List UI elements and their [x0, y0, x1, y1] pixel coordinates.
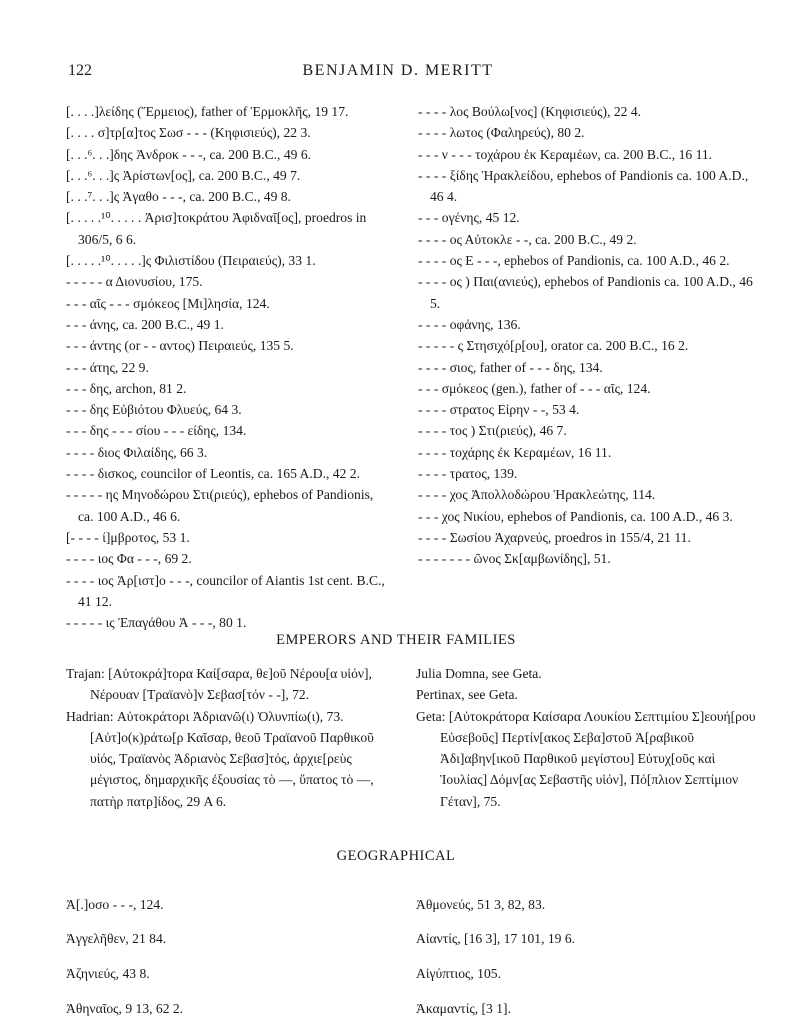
index-entry: - - - δης, archon, 81 2. [66, 380, 187, 396]
geographical-entry: Αἰγύπτιος, 105. [416, 966, 501, 982]
index-entry: - - - - οφάνης, 136. [418, 316, 521, 332]
index-entry: [. . .⁷. . .]ς Ἀγαθο - - -, ca. 200 B.C., 49 8. [66, 189, 291, 205]
geographical-right-column [416, 880, 756, 1033]
index-entry: [. . . . σ]τρ[α]τος Σωσ - - - (Κηφισιεύς), 22 3. [66, 125, 311, 141]
geographical-entry: Ἀγγελῆθεν, 21 84. [66, 931, 167, 947]
index-entry: - - - - ξίδης Ἡρακλείδου, ephebos of Pandionis ca. 100 A.D., 46 4. [418, 167, 749, 205]
index-entry: - - - - ος Ε - - -, ephebos of Pandionis, ca. 100 A.D., 46 2. [418, 253, 730, 269]
index-entry: - - - - - ις Ἐπαγάθου Ἀ - - -, 80 1. [66, 615, 247, 631]
index-entry: - - - - λωτος (Φαληρεύς), 80 2. [418, 125, 585, 141]
index-entry: - - - - χος Ἀπολλοδώρου Ἡρακλεώτης, 114. [418, 487, 656, 503]
index-entry: - - - - στρατος Εἰρην - -, 53 4. [418, 402, 580, 418]
emperor-entry: Hadrian: Αὐτοκράτορι Ἀδριανῶ(ι) Ὀλυνπίω(ι), 73. [Αὐτ]ο(κ)ράτω[ρ Καῖσαρ, θεοῦ Τραϊανοῦ Παρθικοῦ υἱός, Τραϊανὸς Ἀδριανὸς Σεβασ]τός, ἀρχιε[ρεὺς μέγιστος, δημαρχικῆς ἐξουσίας τὸ —, ὕπατος τὸ —, πατὴρ πατρ]ίδος, 29 A 6. [66, 708, 374, 809]
geographical-entry: Ἀθμονεύς, 51 3, 82, 83. [416, 896, 546, 912]
page-header [68, 62, 728, 84]
index-entry: - - - - - α Διονυσίου, 175. [66, 274, 203, 290]
index-entry: [. . . . .¹⁰. . . . .]ς Φιλιστίδου (Πειραιεύς), 33 1. [66, 253, 316, 269]
index-left-column [66, 101, 386, 633]
geographical-entry: Αἰαντίς, [16 3], 17 101, 19 6. [416, 931, 576, 947]
index-entry: [. . . .]λείδης (Ἕρμειος), father of Ἑρμοκλῆς, 19 17. [66, 104, 349, 119]
index-entry: - - - - ος Αὐτοκλε - -, ca. 200 B.C., 49 2. [418, 231, 637, 247]
index-entry: - - - - διος Φιλαίδης, 66 3. [66, 444, 208, 460]
index-entry: - - - - - ης Μηνοδώρου Στι(ριεύς), ephebos of Pandionis, ca. 100 A.D., 46 6. [66, 487, 374, 524]
index-entry: - - - - δισκος, councilor of Leontis, ca. 165 A.D., 42 2. [66, 466, 360, 482]
geographical-entry: Ἀ[.]οσο - - -, 124. [66, 896, 164, 912]
index-entry: - - - - - - - ῶνος Σκ[αμβωνίδης], 51. [418, 551, 611, 567]
emperors-heading: EMPERORS AND THEIR FAMILIES [276, 632, 516, 648]
geographical-heading: GEOGRAPHICAL [336, 848, 456, 864]
index-entry: - - - - Σωσίου Ἀχαρνεύς, proedros in 155/4, 21 11. [418, 529, 691, 545]
emperor-entry: Pertinax, see Geta. [416, 687, 518, 703]
index-entry: - - - ογένης, 45 12. [418, 210, 520, 226]
index-entry: - - - αῖς - - - σμόκεος [Μι]λησία, 124. [66, 295, 270, 311]
index-entry: - - - ν - - - τοχάρου ἐκ Κεραμέων, ca. 200 B.C., 16 11. [418, 146, 713, 162]
index-entry: - - - χος Νικίου, ephebos of Pandionis, ca. 100 A.D., 46 3. [418, 508, 733, 524]
index-right-column [418, 101, 756, 570]
index-entry: - - - - τοχάρης ἐκ Κεραμέων, 16 11. [418, 444, 612, 460]
index-entry: [. . .⁶. . .]ς Ἀρίστων[ος], ca. 200 B.C., 49 7. [66, 167, 301, 183]
index-entry: - - - - λος Βούλω[νος] (Κηφισιεύς), 22 4. [418, 104, 642, 119]
index-entry: - - - άτης, 22 9. [66, 359, 149, 375]
index-entry: - - - - ος ) Παι(ανιεύς), ephebos of Pandionis ca. 100 A.D., 46 5. [418, 274, 753, 311]
emperor-entry: Trajan: [Αὐτοκρά]τορα Καί[σαρα, θε]οῦ Νέρου[α υἱόν], Νέρουαν [Τραϊανὸ]ν Σεβασ[τόν - -], 72. [66, 666, 372, 703]
index-entry: [- - - - ί]μβροτος, 53 1. [66, 529, 190, 545]
index-entry: - - - - ιος Φα - - -, 69 2. [66, 551, 192, 567]
geographical-entry: Ἀθηναῖος, 9 13, 62 2. [66, 1001, 184, 1017]
index-entry: - - - σμόκεος (gen.), father of - - - αῖς, 124. [418, 380, 651, 396]
index-entry: - - - - τρατος, 139. [418, 466, 518, 482]
index-entry: [. . . . .¹⁰. . . . . Ἀρισ]τοκράτου Ἀφιδναῖ[ος], proedros in 306/5, 6 6. [66, 210, 367, 247]
index-entry: - - - δης - - - σίου - - - είδης, 134. [66, 423, 247, 439]
emperors-right-column [416, 663, 756, 812]
running-head: BENJAMIN D. MERITT [302, 62, 494, 79]
page-number: 122 [68, 62, 92, 79]
emperor-entry: Julia Domna, see Geta. [416, 666, 542, 681]
geographical-left-column [66, 880, 386, 1033]
index-entry: - - - - - ς Στησιχό[ρ[ου], orator ca. 200 B.C., 16 2. [418, 338, 689, 354]
emperors-left-column [66, 663, 394, 812]
index-entry: - - - - τος ) Στι(ριεύς), 46 7. [418, 423, 567, 439]
index-entry: - - - άνης, ca. 200 B.C., 49 1. [66, 316, 224, 332]
index-entry: - - - - ιος Ἀρ[ιστ]ο - - -, councilor of Aiantis 1st cent. B.C., 41 12. [66, 572, 385, 609]
index-entry: - - - άντης (or - - αντος) Πειραιεύς, 135 5. [66, 338, 294, 354]
index-entry: - - - - σιος, father of - - - δης, 134. [418, 359, 603, 375]
geographical-entry: Ἀκαμαντίς, [3 1]. [416, 1001, 511, 1017]
index-entry: [. . .⁶. . .]δης Ἀνδροκ - - -, ca. 200 B.C., 49 6. [66, 146, 312, 162]
geographical-entry: Ἀζηνιεύς, 43 8. [66, 966, 150, 982]
index-entry: - - - δης Εὐβιότου Φλυεύς, 64 3. [66, 402, 242, 418]
emperor-entry: Geta: [Αὐτοκράτορα Καίσαρα Λουκίου Σεπτιμίου Σ]εουή[ρου Εὐσεβοῦς] Περτίν[ακος Σεβα]στοῦ Ἀ[ραβικοῦ Ἀδι]αβην[ικοῦ Παρθικοῦ μεγίστου] Εὐτυχ[οῦς καὶ Ἰουλίας] Δόμν[ας Σεβαστῆς υἱόν], Πό[πλιον Σεπτίμιον Γέταν], 75. [416, 708, 756, 809]
